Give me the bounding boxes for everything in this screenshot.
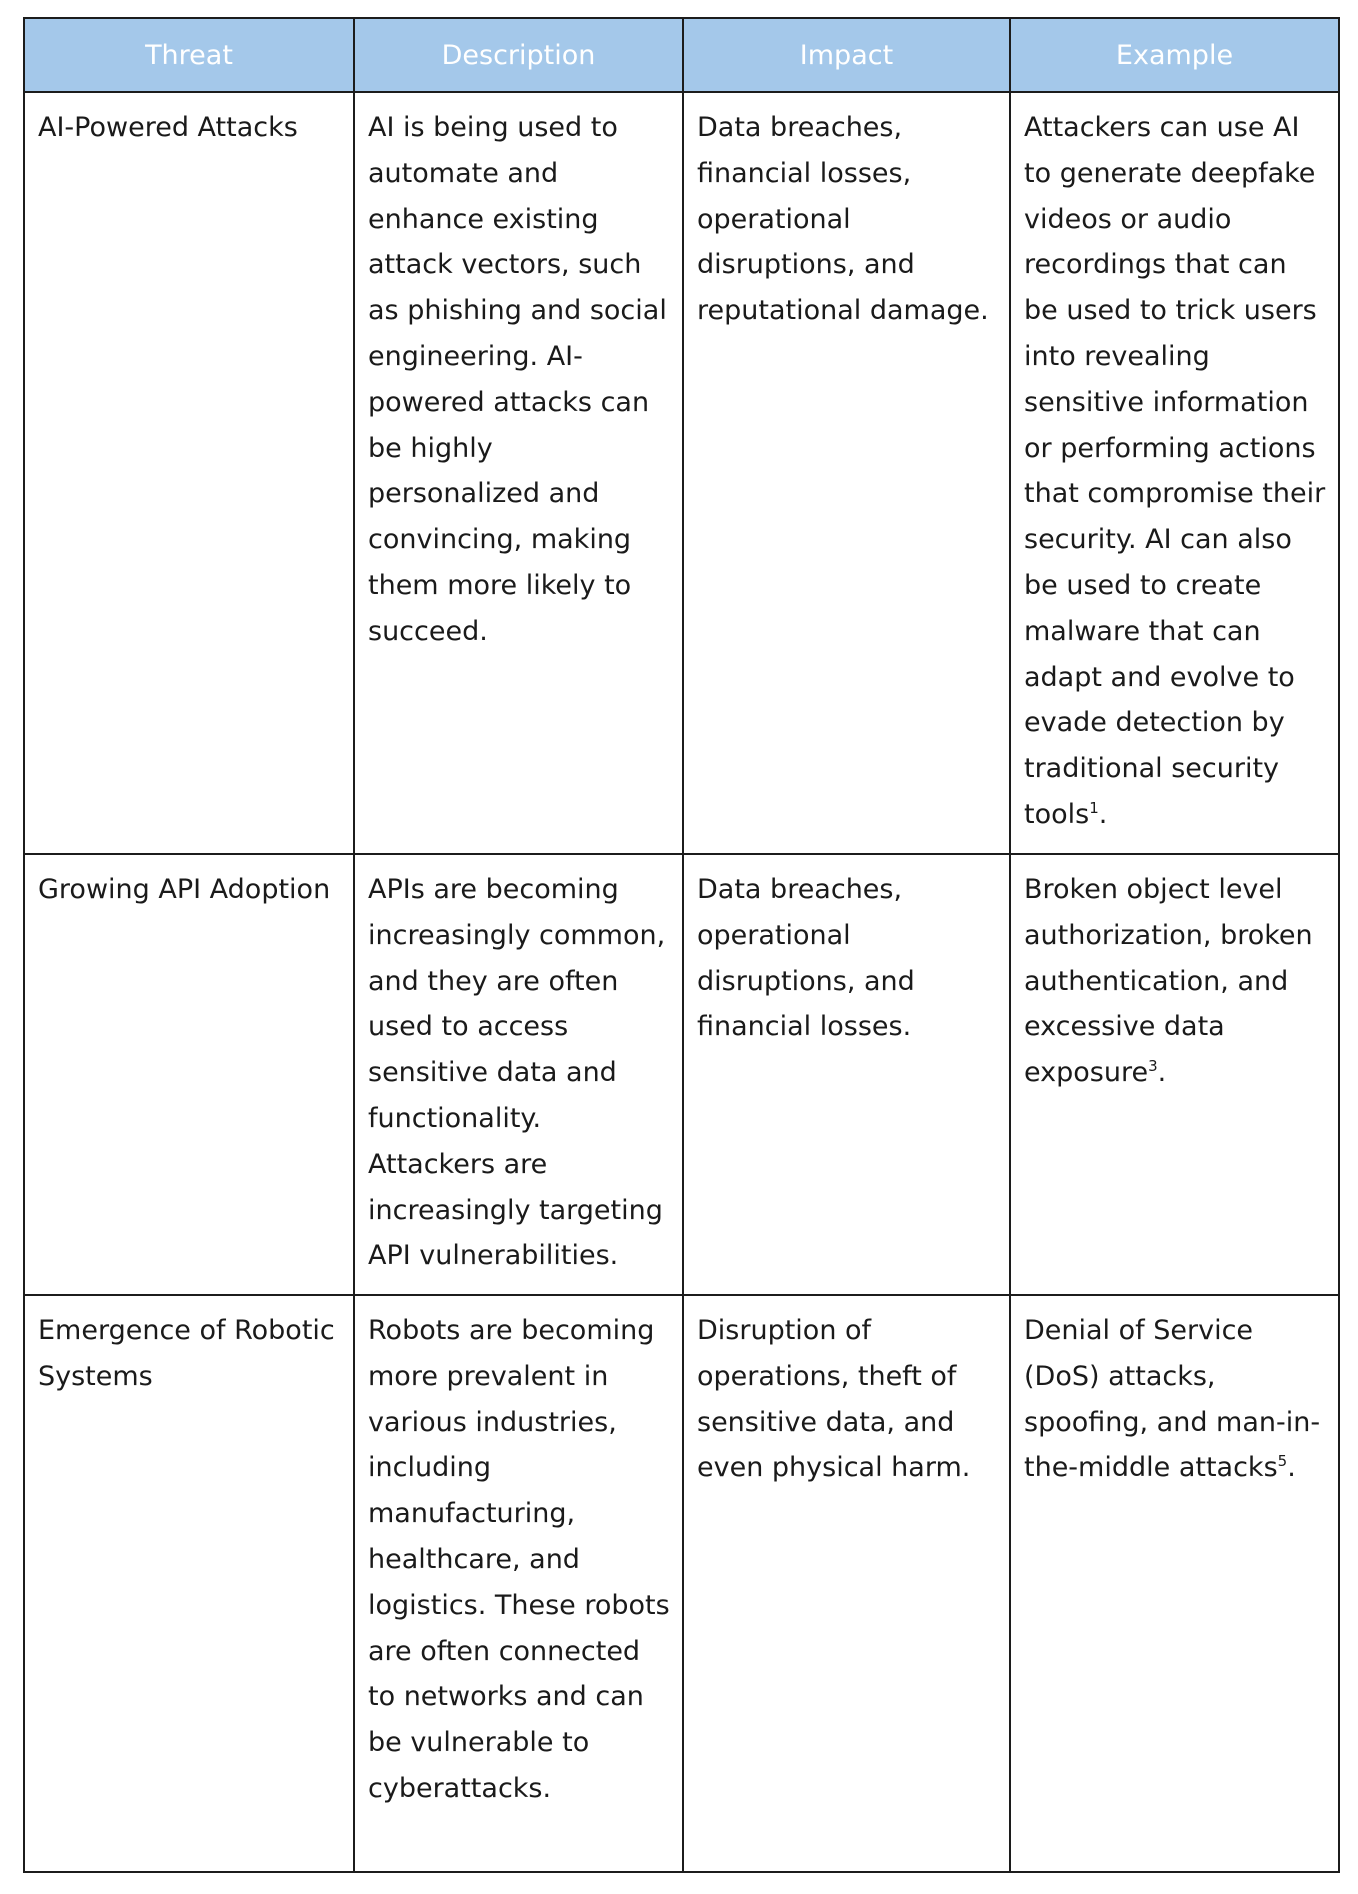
example-end: .: [1287, 1452, 1296, 1484]
header-threat: Threat: [24, 18, 354, 92]
header-description: Description: [354, 18, 683, 92]
table-row: [24, 854, 1339, 1295]
header-impact: Impact: [683, 18, 1010, 92]
table-header: [24, 18, 1339, 92]
description-cell: APIs are becoming increasingly common, and they are often used to access sensitive data and functionality. Attackers are increasingly targeting API vulnerabilities.: [354, 854, 683, 1295]
citation-ref: 3: [1148, 1057, 1158, 1076]
threats-table: [23, 17, 1340, 1873]
threat-cell: AI-Powered Attacks: [24, 92, 354, 854]
example-cell: [1010, 1295, 1339, 1872]
table-row: [24, 92, 1339, 854]
citation-ref: 1: [1089, 798, 1099, 817]
description-cell: Robots are becoming more prevalent in various industries, including manufacturing, healthcare, and logistics. These robots are often connected to networks and can be vulnerable to cyberattacks.: [354, 1295, 683, 1872]
threat-cell: Growing API Adoption: [24, 854, 354, 1295]
impact-cell: Data breaches, financial losses, operational disruptions, and reputational damage.: [683, 92, 1010, 854]
threats-table-container: [23, 17, 1338, 1873]
example-cell: [1010, 92, 1339, 854]
citation-ref: 5: [1277, 1452, 1288, 1471]
example-end: .: [1157, 1057, 1167, 1089]
example-cell: [1010, 854, 1339, 1295]
description-cell: AI is being used to automate and enhance existing attack vectors, such as phishing and social engineering. AI-powered attacks can be highly personalized and convincing, making them more likely to succeed.: [354, 92, 683, 854]
example-text: Attackers can use AI to generate deepfake videos or audio recordings that can be used to trick users into revealing sensitive information or performing actions that compromise their security. AI can also be used to create malware that can adapt and evolve to evade detection by traditional security tools: [1024, 112, 1326, 830]
table-row: [24, 1295, 1339, 1872]
example-end: .: [1098, 798, 1108, 830]
header-example: Example: [1010, 18, 1339, 92]
table-body: [24, 92, 1339, 1872]
threat-cell: Emergence of Robotic Systems: [24, 1295, 354, 1872]
impact-cell: Disruption of operations, theft of sensitive data, and even physical harm.: [683, 1295, 1010, 1872]
header-row: [24, 18, 1339, 92]
impact-cell: Data breaches, operational disruptions, and financial losses.: [683, 854, 1010, 1295]
example-text: Denial of Service (DoS) attacks, spoofing, and man-in-the-middle attacks: [1024, 1315, 1321, 1484]
example-text: Broken object level authorization, broken authentication, and excessive data exposure: [1024, 874, 1313, 1089]
